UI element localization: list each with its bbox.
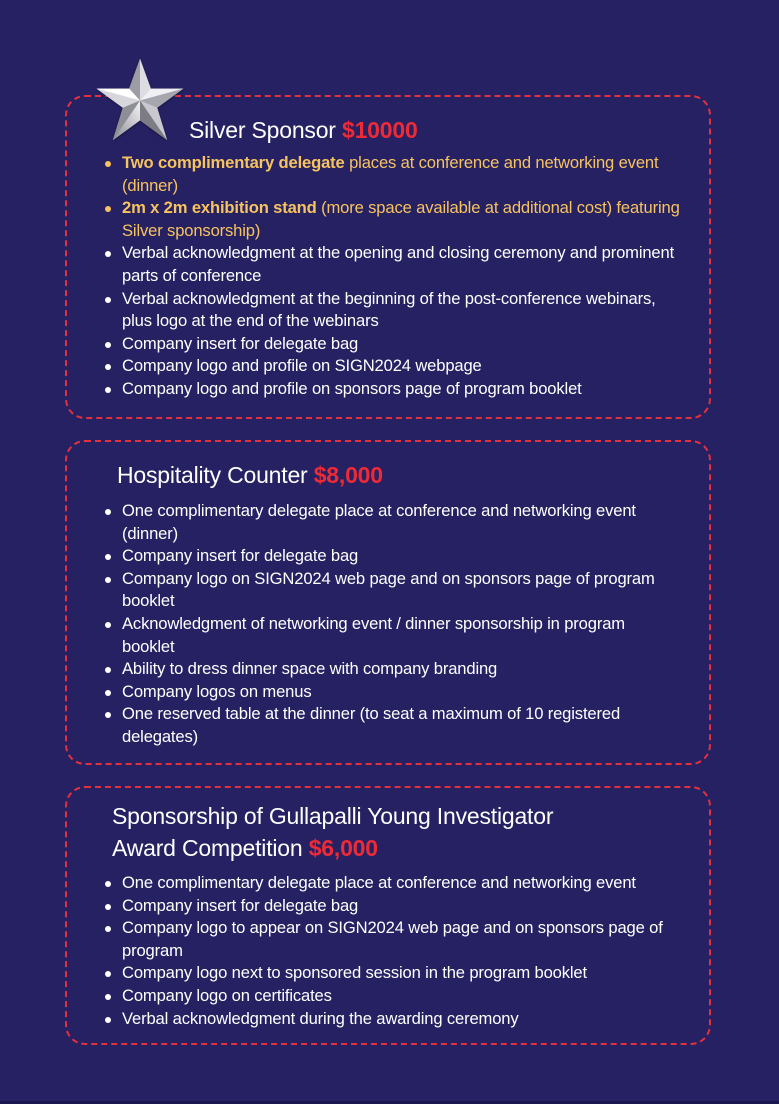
benefit-item: One complimentary delegate place at conference and networking event <box>101 872 691 895</box>
benefit-item: Company logo to appear on SIGN2024 web page and on sponsors page of program <box>101 917 691 962</box>
hospitality-counter-title <box>117 459 383 491</box>
benefit-item: 2m x 2m exhibition stand (more space available at additional cost) featuring Silver sponsorship) <box>101 197 681 242</box>
tier-price: $8,000 <box>313 462 383 488</box>
benefit-item: One reserved table at the dinner (to seat a maximum of 10 registered delegates) <box>101 703 681 748</box>
benefit-item: Company logo on SIGN2024 web page and on sponsors page of program booklet <box>101 568 681 613</box>
tier-name-line2: Award Competition <box>112 835 303 861</box>
benefit-item: Company logo next to sponsored session in the program booklet <box>101 962 691 985</box>
silver-star-icon <box>93 57 187 143</box>
benefit-item: Ability to dress dinner space with company branding <box>101 658 681 681</box>
tier-price: $6,000 <box>308 835 378 861</box>
benefit-item: One complimentary delegate place at conference and networking event (dinner) <box>101 500 681 545</box>
silver-sponsor-title <box>189 114 418 146</box>
benefit-item: Company logos on menus <box>101 681 681 704</box>
benefit-item: Company insert for delegate bag <box>101 895 691 918</box>
tier-name-line1: Sponsorship of Gullapalli Young Investigator <box>112 803 554 829</box>
benefit-item: Company logo on certificates <box>101 985 691 1008</box>
award-competition-title <box>112 800 553 864</box>
benefit-item: Verbal acknowledgment during the awarding ceremony <box>101 1008 691 1031</box>
benefit-item: Company insert for delegate bag <box>101 333 681 356</box>
benefit-item: Company insert for delegate bag <box>101 545 681 568</box>
tier-price: $10000 <box>341 117 418 143</box>
benefit-item: Company logo and profile on sponsors page of program booklet <box>101 378 681 401</box>
benefit-item: Verbal acknowledgment at the opening and closing ceremony and prominent parts of conference <box>101 242 681 287</box>
tier-name: Silver Sponsor <box>189 117 336 143</box>
award-benefits-list <box>101 872 691 1030</box>
benefit-item: Two complimentary delegate places at conference and networking event (dinner) <box>101 152 681 197</box>
silver-benefits-list <box>101 152 681 401</box>
benefit-item: Verbal acknowledgment at the beginning of the post-conference webinars, plus logo at the end of the webinars <box>101 288 681 333</box>
benefit-item: Acknowledgment of networking event / dinner sponsorship in program booklet <box>101 613 681 658</box>
benefit-item: Company logo and profile on SIGN2024 webpage <box>101 355 681 378</box>
hospitality-benefits-list <box>101 500 681 749</box>
tier-name: Hospitality Counter <box>117 462 308 488</box>
